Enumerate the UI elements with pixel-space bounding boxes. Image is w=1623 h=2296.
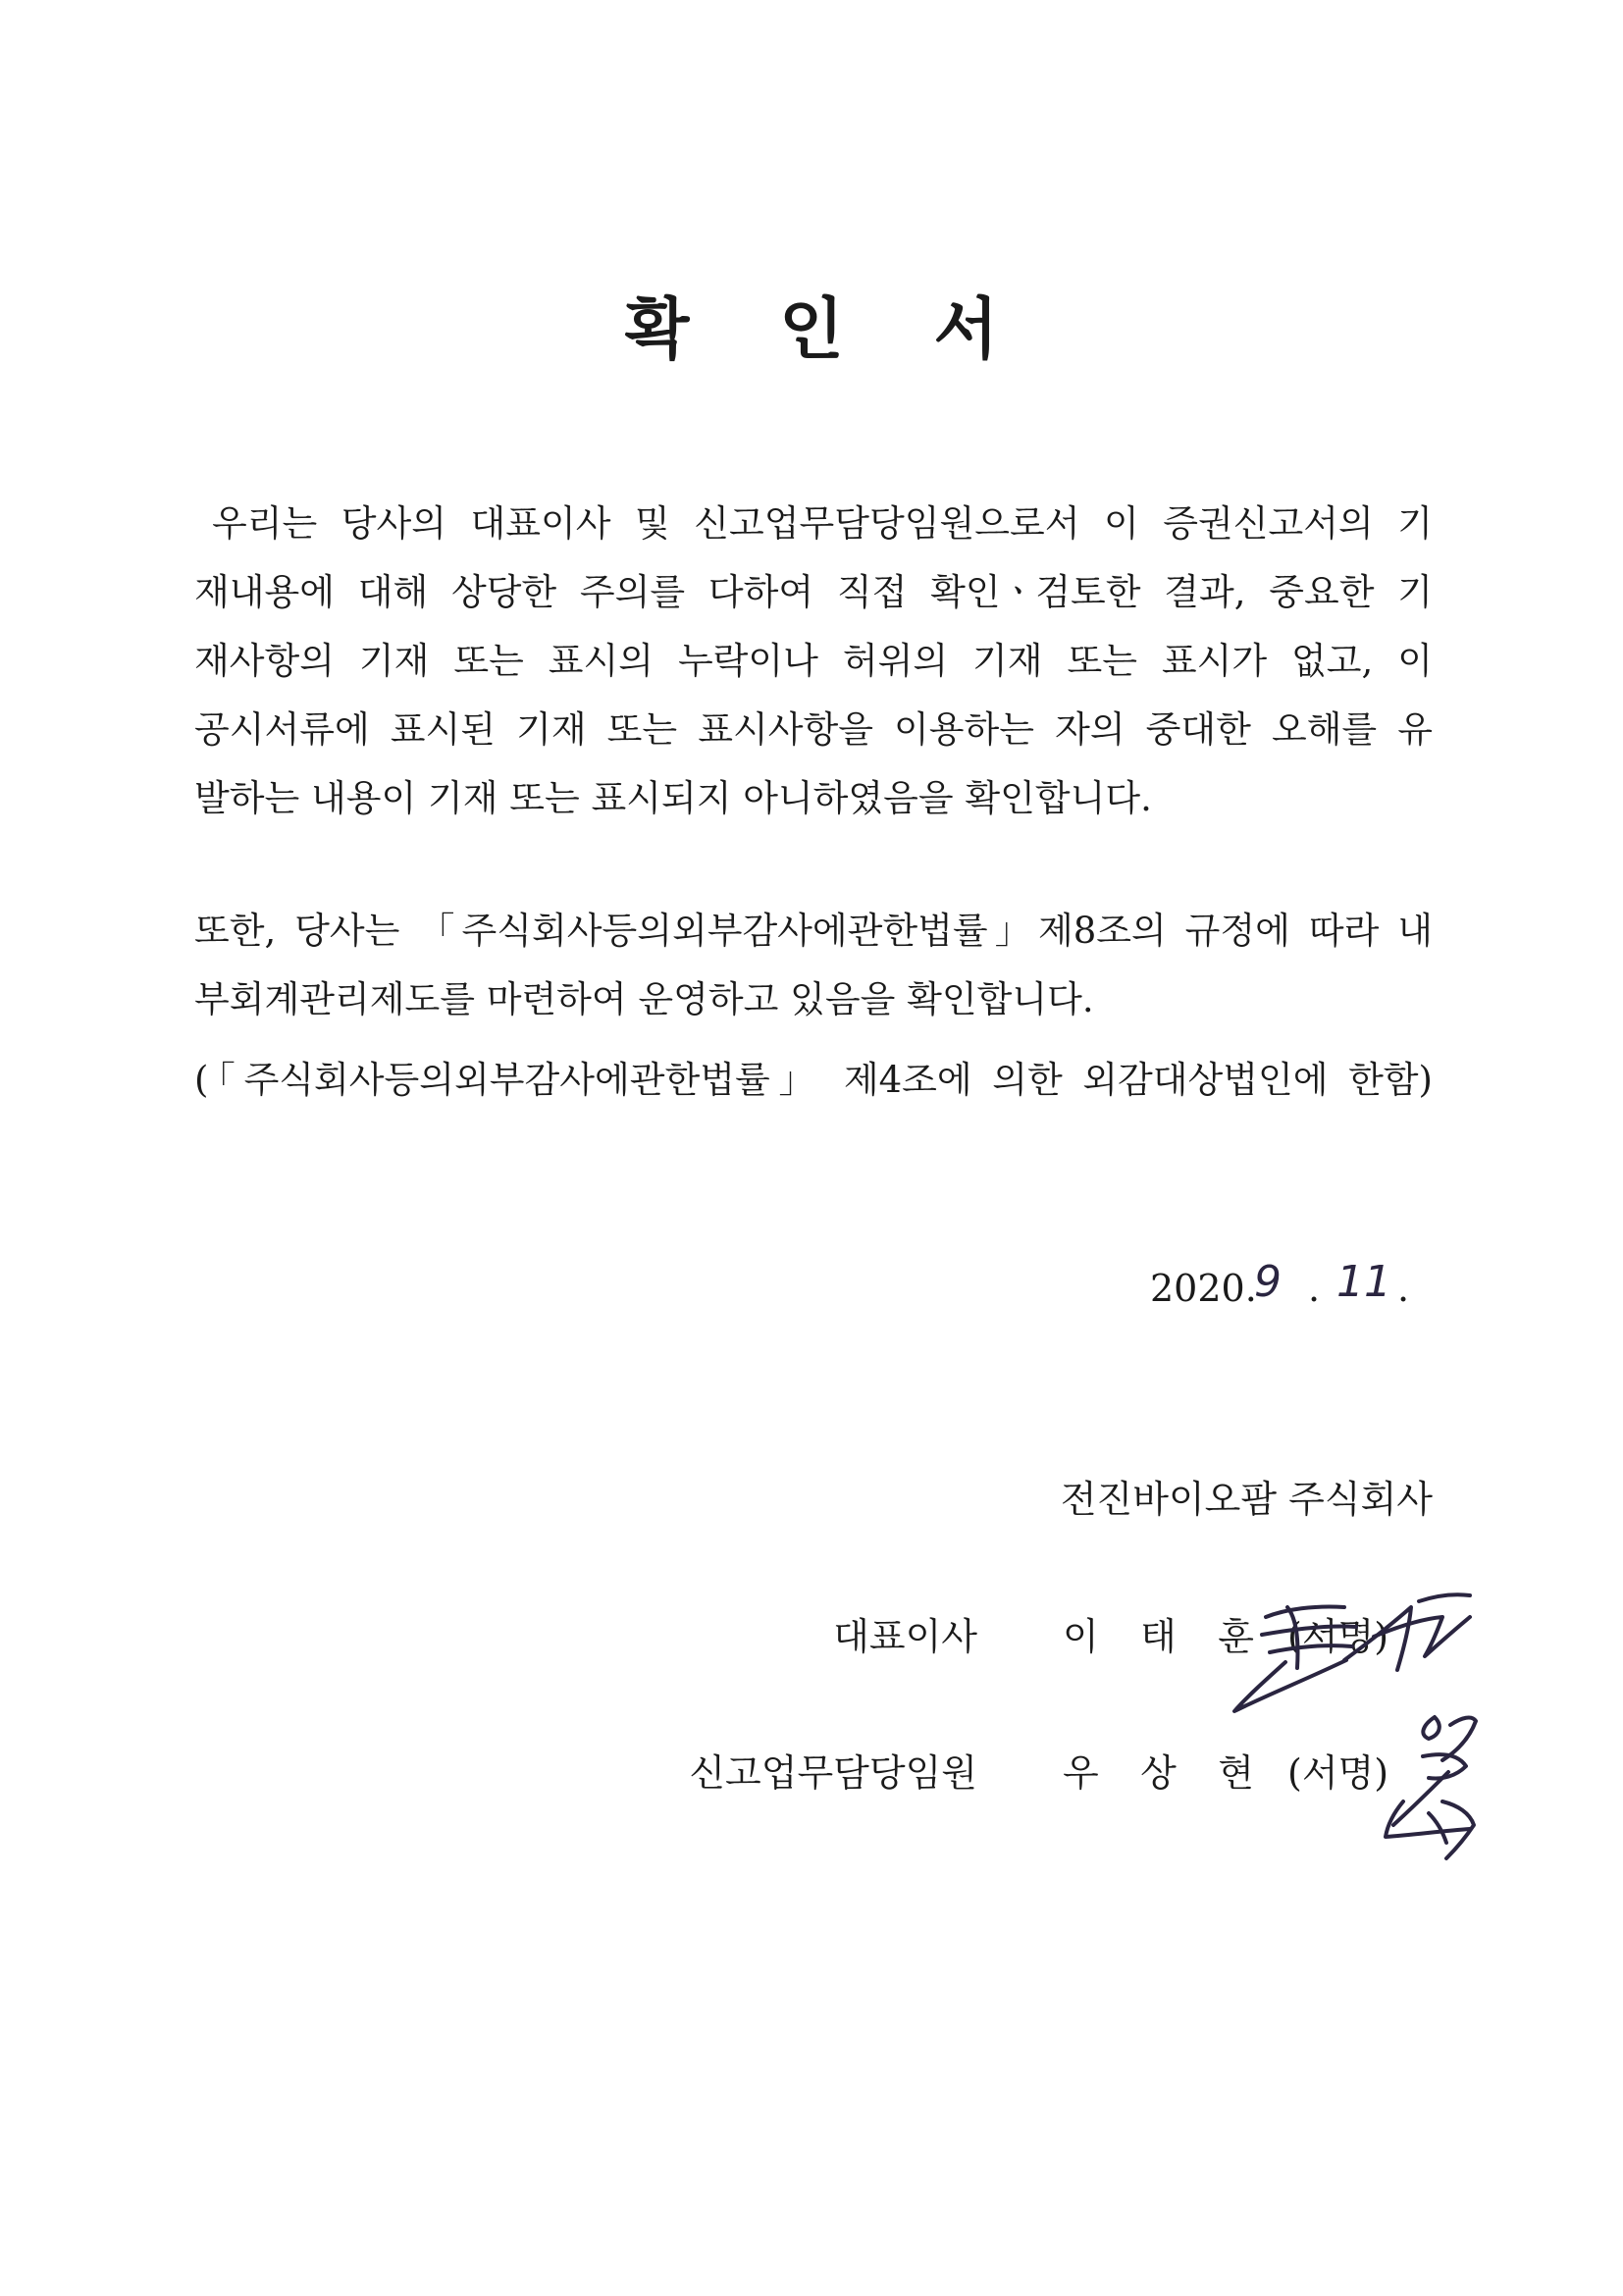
date-day-handwritten: 11	[1336, 1257, 1391, 1307]
name-char: 상	[1140, 1751, 1177, 1795]
signatory-role: 신고업무담당임원	[689, 1751, 977, 1795]
handwritten-signature-ceo	[1227, 1578, 1482, 1725]
signatory-role: 대표이사	[833, 1615, 977, 1658]
name-char: 훈	[1218, 1615, 1254, 1658]
paragraph-line: 재사항의 기재 또는 표시의 누락이나 허위의 기재 또는 표시가 없고, 이	[194, 640, 1433, 682]
paragraph-line: 공시서류에 표시된 기재 또는 표시사항을 이용하는 자의 중대한 오해를 유	[194, 708, 1433, 751]
paragraph-line: 우리는 당사의 대표이사 및 신고업무담당임원으로서 이 증권신고서의 기	[212, 502, 1433, 545]
date-year: 2020.	[1150, 1267, 1257, 1310]
document-title: 확 인 서	[624, 290, 1032, 369]
paragraph-internal-control	[194, 897, 1433, 1034]
handwritten-signature-disclosure-officer	[1364, 1707, 1492, 1864]
document-date	[1079, 1259, 1433, 1318]
paragraph-line: 발하는 내용이 기재 또는 표시되지 아니하였음을 확인합니다.	[194, 777, 1152, 819]
signatory-name	[1063, 1744, 1254, 1802]
signature-label: (서명)	[1287, 1751, 1389, 1795]
paragraph-line: 재내용에 대해 상당한 주의를 다하여 직접 확인ㆍ검토한 결과, 중요한 기	[194, 571, 1433, 613]
date-separator: .	[1308, 1267, 1321, 1310]
paragraph-confirmation	[194, 490, 1433, 833]
applicability-note: (「주식회사등의외부감사에관한법률」 제4조에 의한 외감대상법인에 한함)	[194, 1059, 1433, 1101]
paragraph-line: 부회계관리제도를 마련하여 운영하고 있음을 확인합니다.	[194, 978, 1094, 1020]
date-month-handwritten: 9	[1254, 1257, 1282, 1307]
name-char: 이	[1063, 1615, 1099, 1658]
signature-label: (서명)	[1287, 1615, 1389, 1658]
signatory-name	[1063, 1607, 1254, 1666]
name-char: 현	[1218, 1751, 1254, 1795]
name-char: 우	[1063, 1751, 1099, 1795]
paragraph-line: 또한, 당사는 「주식회사등의외부감사에관한법률」제8조의 규정에 따라 내	[194, 910, 1433, 952]
date-end: .	[1397, 1267, 1410, 1310]
company-name: 전진바이오팜 주식회사	[1060, 1478, 1433, 1521]
name-char: 태	[1140, 1615, 1177, 1658]
